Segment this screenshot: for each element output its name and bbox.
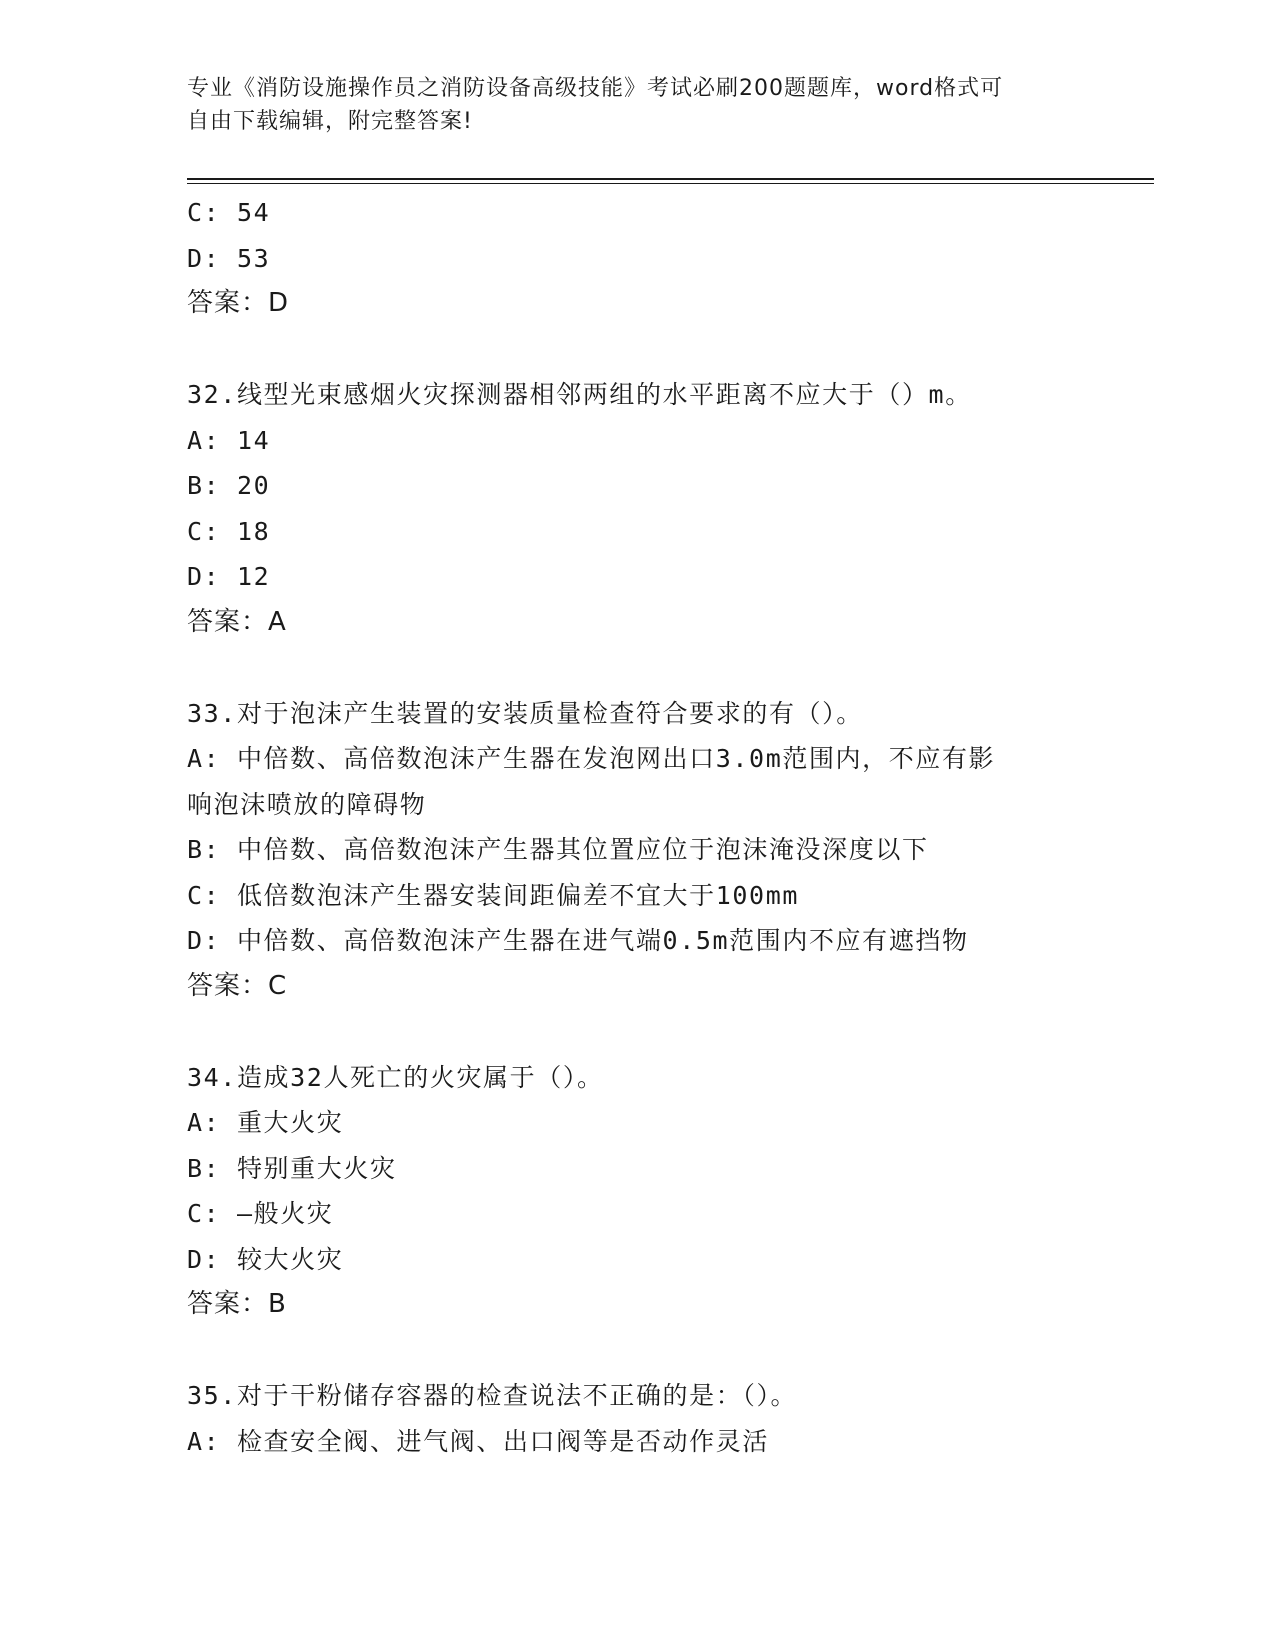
question-text: 34.造成32人死亡的火灾属于（）。 — [187, 1062, 604, 1092]
option-line: A: 重大火灾 — [187, 1108, 344, 1137]
option-line: B: 特别重大火灾 — [187, 1153, 397, 1183]
option-line: B: 中倍数、高倍数泡沫产生器其位置应位于泡沫淹没深度以下 — [187, 835, 929, 864]
answer-line: 答案：A — [187, 606, 287, 637]
option-line: A: 14 — [187, 425, 271, 455]
question-block — [187, 691, 1154, 1010]
option-line: C: 18 — [187, 516, 271, 546]
option-line: D: 12 — [187, 562, 271, 591]
option-line-continued: 响泡沫喷放的障碍物 — [187, 789, 427, 819]
question-text: 35.对于干粉储存容器的检查说法不正确的是：（）。 — [187, 1381, 798, 1410]
header-rule-thin — [187, 183, 1154, 184]
header-line-2: 自由下载编辑，附完整答案! — [187, 109, 473, 134]
question-list — [187, 190, 1154, 1464]
answer-line: 答案：C — [187, 970, 288, 1001]
question-block — [187, 190, 1154, 327]
option-line: C: 54 — [187, 198, 271, 227]
answer-line: 答案：B — [187, 1289, 287, 1319]
option-line: C: 低倍数泡沫产生器安装间距偏差不宜大于100mm — [187, 880, 800, 910]
question-block — [187, 372, 1154, 645]
option-line: D: 较大火灾 — [187, 1244, 344, 1274]
answer-line: 答案：D — [187, 288, 290, 318]
option-line: C: —般火灾 — [187, 1199, 334, 1228]
option-line: D: 53 — [187, 243, 271, 273]
option-line: B: 20 — [187, 471, 271, 500]
question-text: 33.对于泡沫产生装置的安装质量检查符合要求的有（）。 — [187, 698, 863, 728]
question-block — [187, 1055, 1154, 1328]
question-text: 32.线型光束感烟火灾探测器相邻两组的水平距离不应大于（）m。 — [187, 380, 972, 409]
question-block — [187, 1373, 1154, 1464]
header-rule-thick — [187, 178, 1154, 180]
document-header — [187, 72, 1067, 138]
header-line-1: 专业《消防设施操作员之消防设备高级技能》考试必刷200题题库，word格式可 — [187, 76, 1004, 101]
option-line: A: 检查安全阀、进气阀、出口阀等是否动作灵活 — [187, 1426, 769, 1456]
option-line: A: 中倍数、高倍数泡沫产生器在发泡网出口3.0m范围内，不应有影 — [187, 744, 996, 773]
option-line: D: 中倍数、高倍数泡沫产生器在进气端0.5m范围内不应有遮挡物 — [187, 926, 969, 955]
